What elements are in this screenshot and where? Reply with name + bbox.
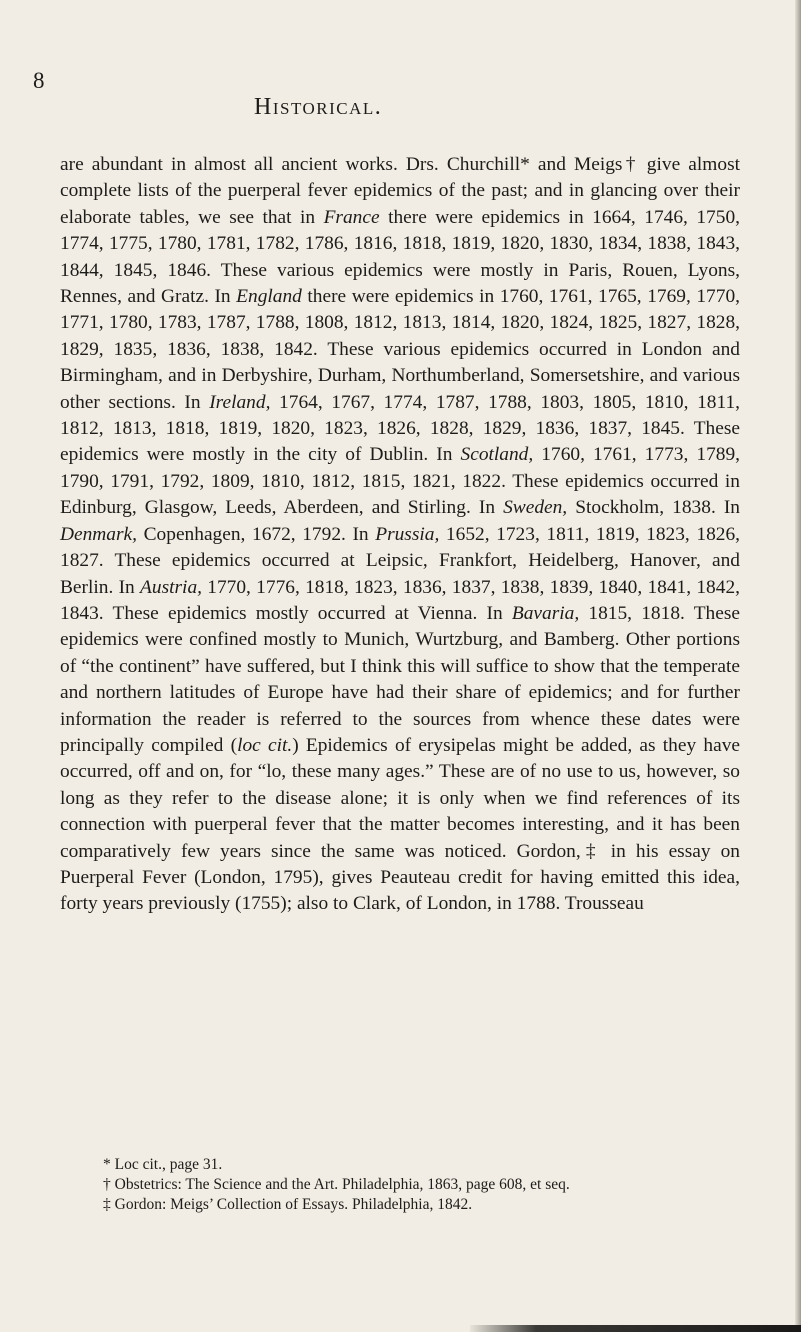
place-name-denmark: Denmark, bbox=[60, 523, 138, 545]
text-segment: 1770, 1776, 1818, 1823, 1836, 1837, 1838, 1839, 1840, 1841, 1842, 1843. These epidemics mostly occurred at Vienna. In bbox=[60, 576, 740, 624]
text-segment: 1760, 1761, 1773, 1789, 1790, 1791, 1792, 1809, 1810, 1812, 1815, 1821, 1822. These epidemics occurred in Edinburg, Glasgow, Leeds, Aberdeen, and Stirling. In bbox=[60, 444, 741, 519]
place-name-sweden: Sweden, bbox=[503, 497, 568, 519]
place-name-prussia: Prussia, bbox=[375, 523, 440, 545]
place-name-england: England bbox=[236, 286, 302, 308]
text-segment: Copenhagen, 1672, 1792. In bbox=[137, 523, 376, 545]
scan-bottom-edge bbox=[470, 1325, 801, 1332]
footnote-2: † Obstetrics: The Science and the Art. Philadelphia, 1863, page 608, et seq. bbox=[103, 1176, 570, 1193]
place-name-ireland: Ireland, bbox=[209, 391, 271, 413]
page-number: 8 bbox=[33, 68, 45, 93]
text-segment: Stockholm, 1838. In bbox=[567, 497, 741, 519]
text-segment: are abundant in almost all ancient works. Drs. Churchill* and Meigs† give almost complete lists of the puerperal fever epidemics of the past; and in glancing over their elaborate tables, we see that in bbox=[60, 154, 740, 228]
footnote-1: * Loc cit., page 31. bbox=[103, 1156, 223, 1173]
place-name-bavaria: Bavaria, bbox=[511, 602, 580, 624]
text-segment: ) Epidemics of erysipelas might be added, as they have occurred, off and on, for “lo, these many ages.” These are of no use to us, however, so long as they refer to the disease alone; it is only when we find references of its connection with puerperal fever that the matter becomes interesting, and it has been comparatively few years since the same was noticed. Gordon,‡ in his essay on Puerperal Fever (London, 1795), gives Peauteau credit for having emitted this idea, forty years previously (1755); also to Clark, of London, in 1788. Trousseau bbox=[60, 734, 740, 915]
text-segment: there were epidemics in 1664, 1746, 1750, 1774, 1775, 1780, 1781, 1782, 1786, 1816, 1818, 1819, 1820, 1830, 1834, 1838, 1843, 1844, 1845, 1846. These various epidemics were mostly in Paris, Rouen, Lyons, Rennes, and Gratz. In bbox=[60, 206, 740, 308]
place-name-france: France bbox=[323, 206, 380, 228]
text-segment: 1652, 1723, 1811, 1819, 1823, 1826, 1827. These epidemics occurred at Leipsic, Frankfort, Heidelberg, Hanover, and Berlin. In bbox=[60, 523, 741, 598]
citation-loc-cit: loc cit. bbox=[237, 734, 293, 756]
place-name-scotland: Scotland, bbox=[460, 444, 534, 466]
text-segment: there were epidemics in 1760, 1761, 1765, 1769, 1770, 1771, 1780, 1783, 1787, 1788, 1808, 1812, 1813, 1814, 1820, 1824, 1825, 1827, 1828, 1829, 1835, 1836, 1838, 1842. These various epidemics occurred in London and Birmingham, and in Derbyshire, Durham, Northumberland, Somersetshire, and various other sections. In bbox=[60, 286, 740, 413]
page-edge-shadow bbox=[795, 0, 801, 1332]
text-segment: 1764, 1767, 1774, 1787, 1788, 1803, 1805, 1810, 1811, 1812, 1813, 1818, 1819, 1820, 1823, 1826, 1828, 1829, 1836, 1837, 1845. These epidemics were mostly in the city of Dublin. In bbox=[60, 391, 740, 466]
running-head: Historical. bbox=[254, 94, 383, 120]
body-paragraph bbox=[60, 152, 740, 918]
text-segment: 1815, 1818. These epidemics were confined mostly to Munich, Wurtzburg, and Bamberg. Other portions of “the continent” have suffered, but I think this will suffice to show that the temperate and northern latitudes of Europe have had their share of epidemics; and for further information the reader is referred to the sources from whence these dates were principally compiled ( bbox=[60, 602, 741, 756]
footnote-3: ‡ Gordon: Meigs’ Collection of Essays. Philadelphia, 1842. bbox=[103, 1196, 473, 1213]
place-name-austria: Austria, bbox=[140, 576, 202, 598]
footnotes bbox=[103, 1155, 743, 1215]
